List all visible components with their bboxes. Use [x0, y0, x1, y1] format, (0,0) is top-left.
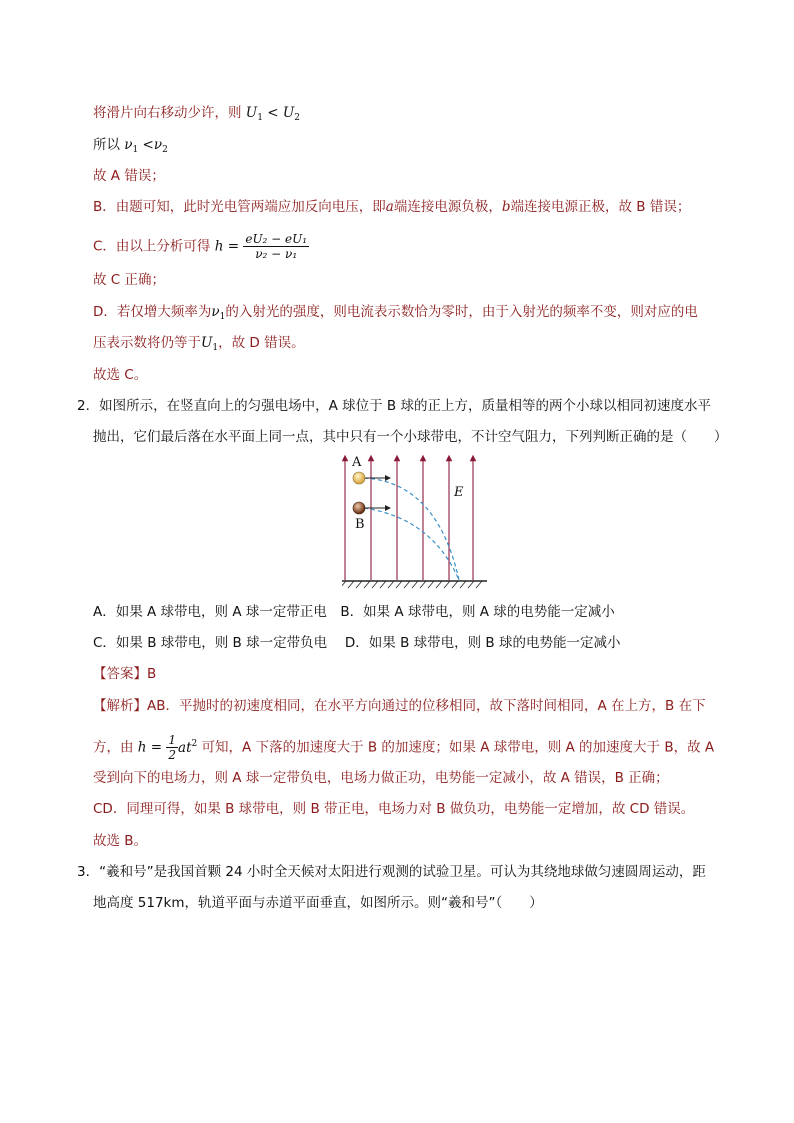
solution-line: 故 C 正确； [93, 272, 166, 288]
options-row-2: C．如果 B 球带电，则 B 球一定带负电 D．如果 B 球带电，则 B 球的电势能一定减小 [93, 635, 621, 651]
solution-line: 故选 C。 [93, 367, 148, 383]
analysis-line: 故选 B。 [93, 833, 148, 849]
solution-line: D．若仅增大频率为$\nu_1$的入射光的强度，则电流表示数恰为零时，由于入射光的频率不变，则对应的电 [93, 304, 698, 322]
analysis-line: 方，由 h = $\frac{1}{2}$ $at^2$ 可知，A 下落的加速度大于 B 的加速度；如果 A 球带电，则 A 的加速度大于 B，故 A [93, 733, 715, 762]
analysis-line: CD．同理可得，如果 B 球带电，则 B 带正电，电场力对 B 做负功，电势能一定增加，故 CD 错误。 [93, 801, 695, 817]
question-number: 3． [77, 864, 100, 880]
trajectory-a [364, 478, 459, 580]
solution-line: 所以 $\nu_1 <\nu_2$ [93, 137, 168, 155]
answer-value: B [147, 666, 157, 682]
question-2-stem-cont: 抛出，它们最后落在水平面上同一点，其中只有一个小球带电，不计空气阻力，下列判断正确的是（ ） [93, 429, 728, 445]
question-2-stem: 2．如图所示，在竖直向上的匀强电场中，A 球位于 B 球的正上方，质量相等的两个小球以相同初速度水平 [77, 398, 711, 414]
question-number: 2． [77, 398, 100, 414]
answer-line [93, 665, 156, 683]
fraction-math: $\frac{\text{eU₂ − eU₁}}{\text{ν₂ − ν₁}}$ [245, 232, 308, 261]
ground [342, 581, 487, 588]
label-b: B [355, 517, 365, 532]
solution-line: 将滑片向右移动少许，则 $U_1 < U_2$ [93, 105, 300, 123]
label-a: A [352, 455, 362, 470]
solution-line: 故 A 错误； [93, 168, 165, 184]
inequality-math: $U_1 < U_2$ [245, 105, 300, 123]
solution-line: C．由以上分析可得 h = $\frac{\text{eU₂ − eU₁}}{\text{ν₂ − ν₁}}$ [93, 232, 308, 261]
answer-label: 【答案】 [93, 666, 147, 682]
label-e: E [454, 485, 464, 500]
options-row-1: A．如果 A 球带电，则 A 球一定带正电 B．如果 A 球带电，则 A 球的电势能一定减小 [93, 604, 615, 620]
analysis-label: 【解析】 [93, 698, 147, 714]
question-3-stem: 3．“羲和号”是我国首颗 24 小时全天候对太阳进行观测的试验卫星。可认为其绕地球做匀速圆周运动，距 [77, 864, 706, 880]
inequality-math: $\nu_1 <\nu_2$ [124, 137, 168, 155]
analysis-line: 受到向下的电场力，则 A 球一定带负电，电场力做正功，电势能一定减小，故 A 错误，B 正确； [93, 770, 669, 786]
solution-line: 压表示数将仍等于$U_1$，故 D 错误。 [93, 335, 305, 353]
ball-a [353, 472, 365, 484]
electric-field-figure [342, 450, 492, 592]
solution-line: B．由题可知，此时光电管两端应加反向电压，即a端连接电源负极，b端连接电源正极，故 B 错误； [93, 199, 691, 215]
ball-b [353, 502, 365, 514]
question-3-stem-cont: 地高度 517km，轨道平面与赤道平面垂直，如图所示。则“羲和号”（ ） [93, 895, 543, 911]
trajectory-b [364, 508, 459, 580]
fraction-math: $\frac{1}{2}$ [168, 733, 177, 762]
analysis-line: 【解析】AB．平抛时的初速度相同，在水平方向通过的位移相同，故下落时间相同，A 在上方，B 在下 [93, 698, 706, 714]
